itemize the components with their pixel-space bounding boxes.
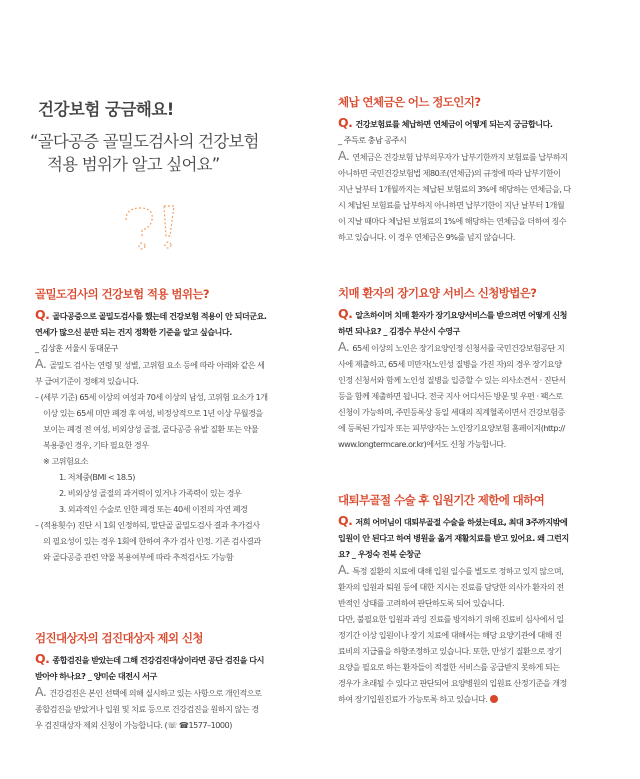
question-exclamation-icon xyxy=(112,200,190,252)
answer: A. 65세 이상의 노인은 장기요양인정 신청서를 국민건강보험공단 지 xyxy=(338,339,565,354)
answer: 종합검진을 받았거나 입원 및 치료 등으로 건강검진을 원하지 않는 경 xyxy=(35,704,259,714)
answer: 이상 있는 65세 미만 폐경 후 여성, 비정상적으로 1년 이상 무월경을 xyxy=(43,408,263,418)
answer: www.longtermcare.or.kr)에서도 신청 가능합니다. xyxy=(338,439,506,449)
answer: 사에 제출하고, 65세 미만자(노인성 질병을 가진 자)의 경우 장기요양 xyxy=(338,359,562,369)
page-title: 건강보험 궁금해요! xyxy=(38,100,174,119)
answer: 우 검진대상자 제외 신청이 가능합니다. (☏ ☎1577–1000) xyxy=(35,720,232,730)
answer: 아니하면 국민건강보험법 제80조(연체금)의 규정에 따라 납부기한이 xyxy=(338,168,561,178)
question: Q. 알츠하이머 치매 환자가 장기요양서비스를 받으려면 어떻게 신청 xyxy=(338,306,567,321)
answer: A. 연체금은 건강보험 납부의무자가 납부기한까지 보험료를 납부하지 xyxy=(338,148,568,163)
section-title: 골밀도검사의 건강보험 적용 범위는? xyxy=(35,287,209,301)
section-title: 대퇴부골절 수술 후 입원기간 제한에 대하여 xyxy=(338,493,545,507)
answer: 등을 함께 제출하면 됩니다. 전국 지사 어디서든 방문 및 우편 · 팩스로 xyxy=(338,391,563,401)
section-title: 체납 연체금은 어느 정도인지? xyxy=(338,95,481,109)
section-bone-density xyxy=(35,286,317,565)
answer: 의 필요성이 있는 경우 1회에 한하여 추가 검사 인정. 기존 검사결과 xyxy=(43,536,261,546)
answer: 보이는 폐경 전 여성, 비외상성 골절, 골다공증 유발 질환 또는 약물 xyxy=(43,424,259,434)
answer: 와 골다공증 관련 약물 복용여부에 따라 추적검사도 가능함 xyxy=(43,552,234,562)
section-title: 치매 환자의 장기요양 서비스 신청방법은? xyxy=(338,286,537,300)
answer: 하여 장기입원진료가 가능토록 하고 있습니다. xyxy=(338,691,618,707)
answer: A. 건강검진은 본인 선택에 의해 실시하고 있는 사항으로 개인적으로 xyxy=(35,684,262,699)
section-late-fee xyxy=(338,94,618,245)
question: Q. 건강보험료를 체납하면 연체금이 어떻게 되는지 궁금합니다. xyxy=(338,115,553,130)
asker: _ 주득로 충남 공주시 xyxy=(338,135,407,145)
question: 요? _ 우정숙 전북 순창군 xyxy=(338,549,421,559)
answer: 에 등록된 가입자 또는 피부양자는 노인장기요양보험 홈페이지(http:// xyxy=(338,423,565,433)
question: 연세가 많으신 분만 되는 건지 정확한 기준을 알고 싶습니다. xyxy=(35,327,232,337)
question: Q. 종합검진을 받았는데 그해 건강검진대상이라면 공단 검진을 다시 xyxy=(35,651,264,666)
question: 받아야 하나요? _ 양미순 대전시 서구 xyxy=(35,671,157,681)
answer: 시 체납된 보험료를 납부하지 아니하면 납부기한이 지난 날부터 1개월 xyxy=(338,200,565,210)
question: Q. 골다공증으로 골밀도검사를 했는데 건강보험 적용이 안 되더군요. xyxy=(35,307,267,322)
answer: 환자의 입원과 퇴원 등에 대한 지시는 진료를 담당한 의사가 환자의 전 xyxy=(338,582,564,592)
quote-line-2: 적용 범위가 알고 싶어요” xyxy=(47,155,220,174)
answer: 지난 날부터 1개월까지는 체납된 보험료의 3%에 해당하는 연체금을, 다 xyxy=(338,184,571,194)
answer: 2. 비외상성 골절의 과거력이 있거나 가족력이 있는 경우 xyxy=(59,488,242,498)
answer: 인정 신청서와 함께 노인성 질병을 입증할 수 있는 의사소견서 · 진단서 xyxy=(338,375,566,385)
headline-quote xyxy=(30,130,330,176)
question: 하면 되나요? _ 김경수 부산시 수영구 xyxy=(338,326,460,336)
quote-line-1: “골다공증 골밀도검사의 건강보험 xyxy=(30,132,259,151)
answer: 반적인 상태를 고려하여 판단하도록 되어 있습니다. xyxy=(338,598,505,608)
answer: 료비의 지급률을 하향조정하고 있습니다. 또한, 만성기 질환으로 장기 xyxy=(338,646,562,656)
answer: 복용중인 경우, 기타 필요한 경우 xyxy=(43,440,149,450)
answer: – (세부 기준) 65세 이상의 여성과 70세 이상의 남성, 고위험 요소가 1개 xyxy=(35,392,268,402)
asker: _ 김상훈 서울시 동대문구 xyxy=(35,343,118,353)
section-hip-fracture xyxy=(338,492,618,707)
answer: 정기간 이상 입원이나 장기 치료에 대해서는 해당 요양기관에 대해 진 xyxy=(338,630,562,640)
answer: 신청이 가능하며, 주민등록상 동일 세대의 직계혈족이면서 건강보험증 xyxy=(338,407,565,417)
answer: 1. 저체중(BMI < 18.5) xyxy=(59,472,135,482)
end-mark-icon xyxy=(490,695,498,703)
answer: 하고 있습니다. 이 경우 연체금은 9%를 넘지 않습니다. xyxy=(338,232,515,242)
answer: – (적용횟수) 진단 시 1회 인정하되, 말단골 골밀도검사 결과 추가검사 xyxy=(35,520,260,530)
question: 입원이 안 된다고 하여 병원을 옮겨 재활치료를 받고 있어요. 왜 그런지 xyxy=(338,533,569,543)
answer: ※ 고위험요소 xyxy=(43,456,88,466)
section-dementia-care xyxy=(338,285,618,452)
answer: A. 특정 질환의 치료에 대해 입원 일수를 별도로 정하고 있지 않으며, xyxy=(338,562,564,577)
answer: 부 급여기준이 정해져 있습니다. xyxy=(35,376,139,386)
answer: 다만, 불필요한 입원과 과잉 진료를 방지하기 위해 진료비 심사에서 일 xyxy=(338,614,564,624)
question: Q. 저희 어머님이 대퇴부골절 수술을 하셨는데요, 최대 3주까지밖에 xyxy=(338,513,568,528)
section-title: 검진대상자의 검진대상자 제외 신청 xyxy=(35,631,203,645)
answer: 이 지날 때마다 체납된 보험료의 1%에 해당하는 연체금을 더하여 징수 xyxy=(338,216,567,226)
answer: A. 골밀도 검사는 연령 및 성별, 고위험 요소 등에 따라 아래와 같은 세 xyxy=(35,356,265,371)
answer: 요양을 필요로 하는 환자들이 적절한 서비스를 공급받지 못하게 되는 xyxy=(338,662,560,672)
section-checkup-exclusion xyxy=(35,630,317,733)
answer: 경우가 초래될 수 있다고 판단되어 요양병원의 입원료 산정기준을 개정 xyxy=(338,678,567,688)
answer: 3. 외과적인 수술로 인한 폐경 또는 40세 이전의 자연 폐경 xyxy=(59,504,248,514)
